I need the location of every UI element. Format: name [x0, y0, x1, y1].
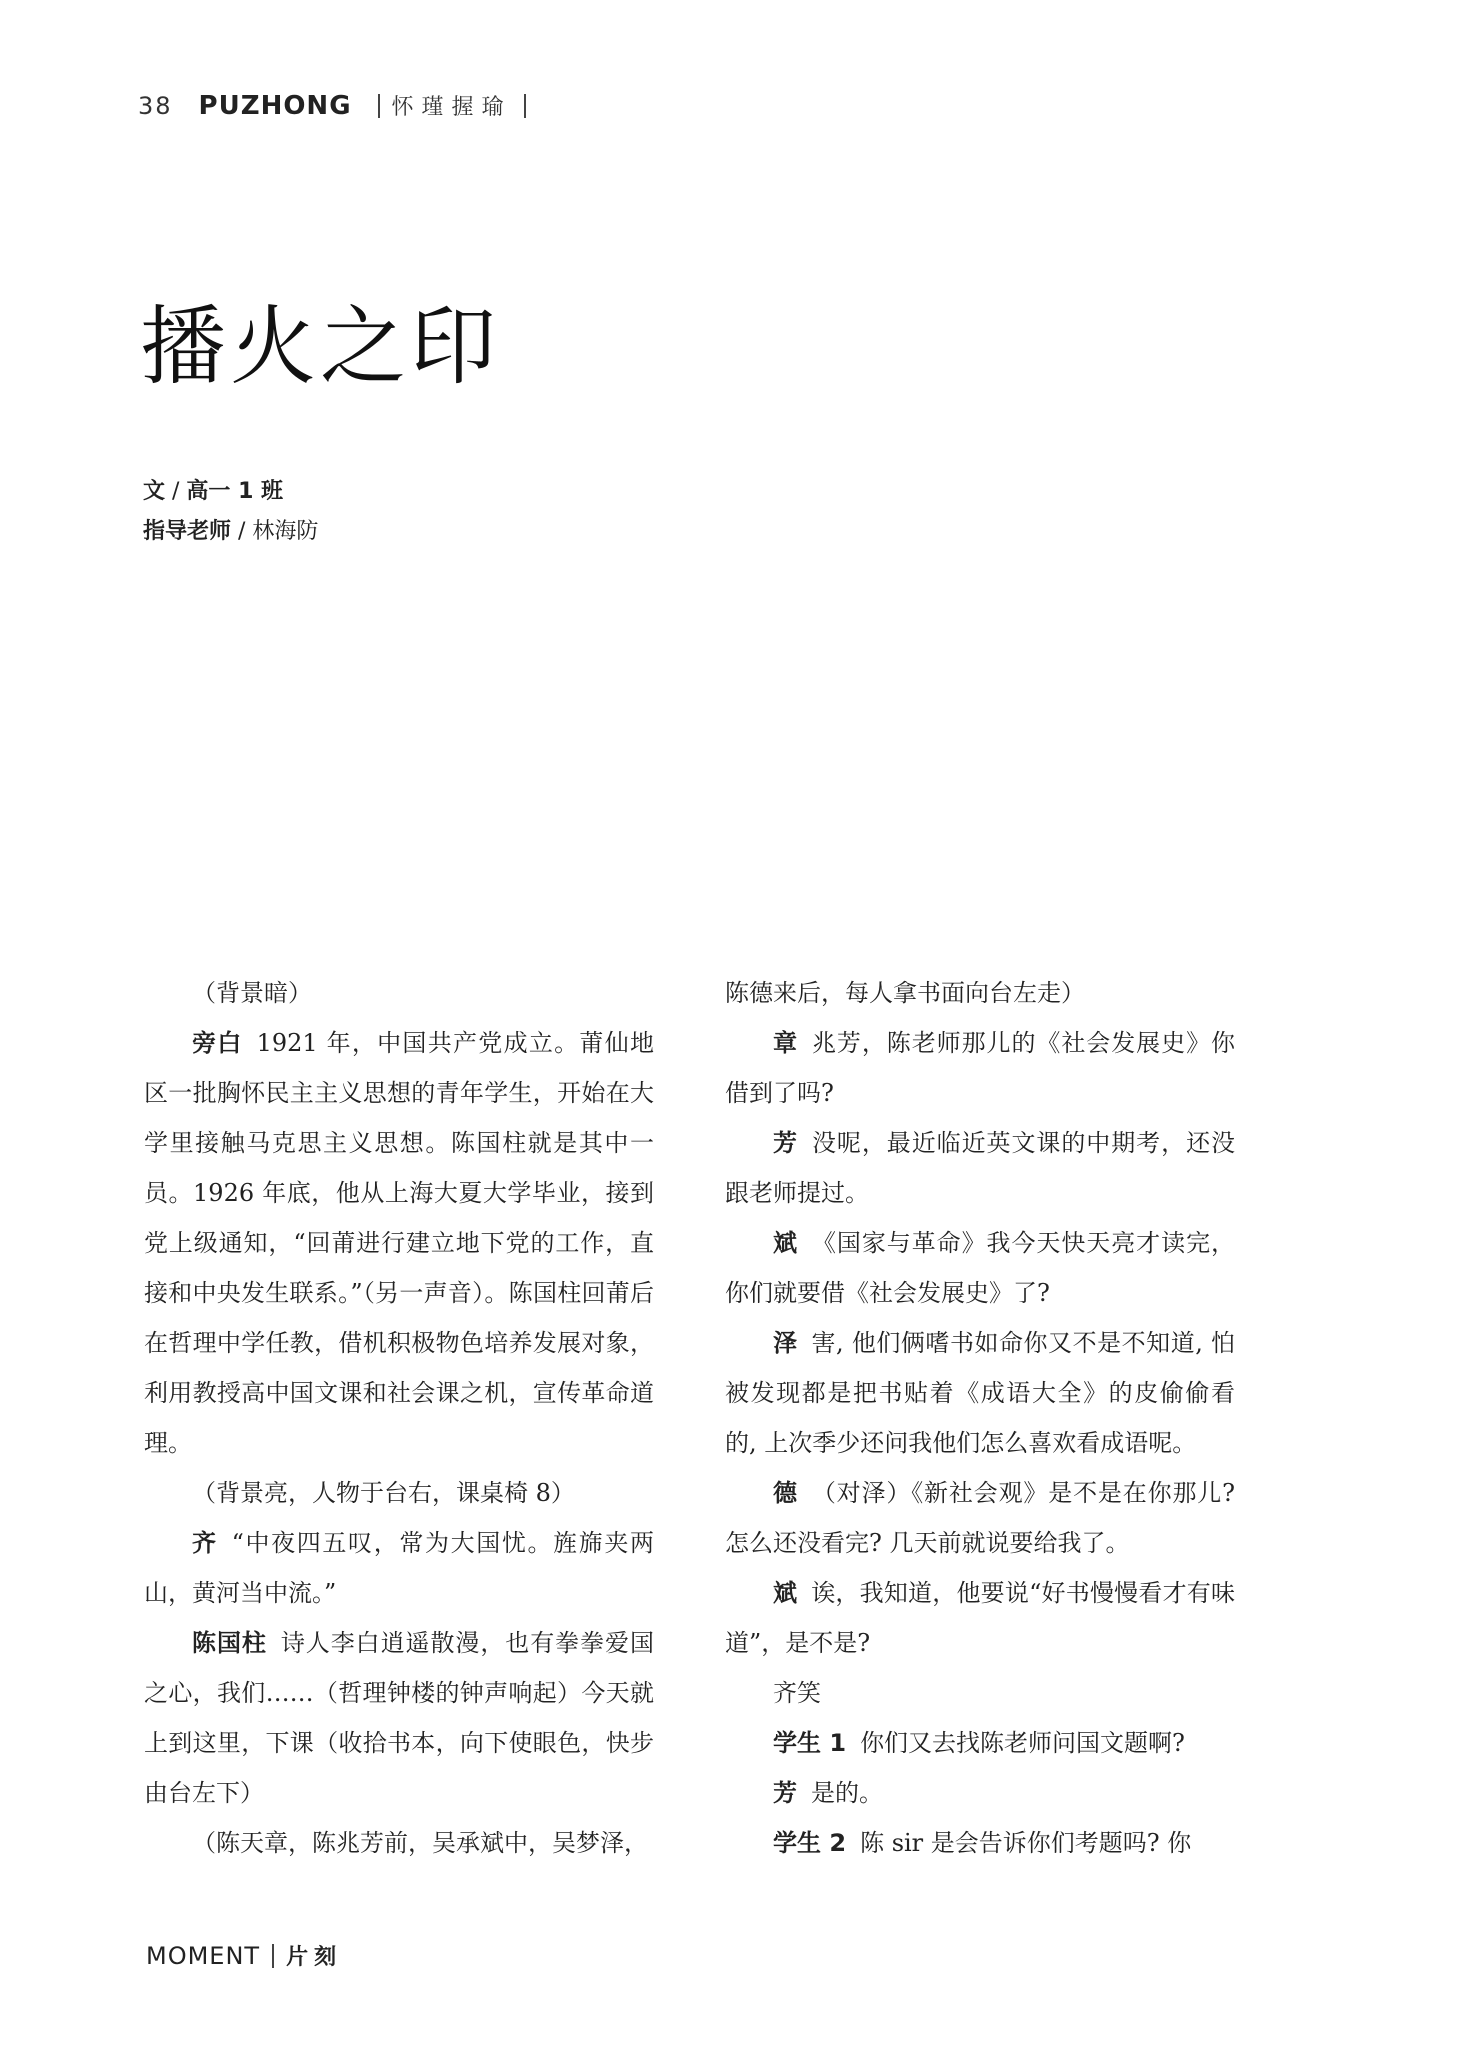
speaker-name: 芳	[773, 1779, 797, 1807]
article-title: 播火之印	[140, 297, 500, 397]
speaker-name: 芳	[773, 1129, 798, 1157]
script-paragraph	[725, 1468, 1235, 1568]
script-paragraph	[725, 1318, 1235, 1468]
left-column	[144, 968, 654, 1868]
speaker-name: 齐	[192, 1529, 218, 1557]
dialogue-text: 诶，我知道，他要说“好书慢慢看才有味道”，是不是?	[725, 1579, 1235, 1657]
divider	[272, 1944, 274, 1968]
advisor-label: 指导老师	[143, 519, 232, 544]
speaker-name: 泽	[773, 1329, 798, 1357]
page-number: 38	[138, 91, 173, 120]
dialogue-text: 1921 年，中国共产党成立。莆仙地区一批胸怀民主主义思想的青年学生，开始在大学里接触马克思主义思想。陈国柱就是其中一员。1926 年底，他从上海大夏大学毕业，接到党上级通知，“回莆进行建立地下党的工作，直接和中央发生联系。”（另一声音）。陈国柱回莆后在哲理中学任教，借机积极物色培养发展对象，利用教授高中国文课和社会课之机，宣传革命道理。	[144, 1029, 654, 1457]
speaker-name: 陈国柱	[192, 1629, 267, 1657]
script-paragraph	[725, 1218, 1235, 1318]
dialogue-text: 齐笑	[773, 1679, 821, 1707]
dialogue-text: 《国家与革命》我今天快天亮才读完，你们就要借《社会发展史》了?	[725, 1229, 1236, 1307]
script-paragraph	[144, 1018, 654, 1468]
advisor-line: 指导老师 / 林海防	[143, 519, 319, 544]
dialogue-text: 诗人李白逍遥散漫，也有拳拳爱国之心，我们……（哲理钟楼的钟声响起）今天就上到这里，下课（收拾书本，向下使眼色，快步由台左下）	[144, 1629, 655, 1807]
part-name: 片刻	[286, 1945, 343, 1970]
divider	[378, 94, 380, 118]
speaker-name: 学生 1	[773, 1729, 847, 1757]
script-paragraph	[144, 1468, 654, 1518]
speaker-name: 德	[773, 1479, 798, 1507]
script-paragraph	[725, 1018, 1235, 1118]
script-paragraph	[725, 968, 1235, 1018]
divider	[524, 94, 526, 118]
author-label: 文	[143, 479, 166, 504]
dialogue-text: 是的。	[811, 1779, 883, 1807]
author-line: 文 / 高一 1 班	[143, 479, 284, 504]
dialogue-text: （对泽）《新社会观》是不是在你那儿? 怎么还没看完? 几天前就说要给我了。	[725, 1479, 1235, 1557]
dialogue-text: （背景亮，人物于台右，课桌椅 8）	[192, 1479, 575, 1507]
speaker-name: 旁白	[192, 1029, 243, 1057]
speaker-name: 学生 2	[773, 1829, 847, 1857]
script-paragraph	[725, 1718, 1235, 1768]
brand-name: PUZHONG	[198, 90, 352, 121]
script-paragraph	[144, 1818, 654, 1868]
author-name: 高一 1 班	[186, 479, 284, 504]
speaker-name: 斌	[773, 1579, 798, 1607]
script-paragraph	[725, 1668, 1235, 1718]
script-paragraph	[144, 968, 654, 1018]
script-paragraph	[725, 1118, 1235, 1218]
dialogue-text: 陈德来后，每人拿书面向台左走）	[725, 979, 1085, 1007]
dialogue-text: 害, 他们俩嗜书如命你又不是不知道, 怕被发现都是把书贴着《成语大全》的皮偷偷看的, 上次季少还问我他们怎么喜欢看成语呢。	[725, 1329, 1236, 1457]
script-paragraph	[144, 1618, 654, 1818]
script-paragraph	[725, 1568, 1235, 1668]
speaker-name: 斌	[773, 1229, 798, 1257]
script-paragraph	[725, 1768, 1235, 1818]
dialogue-text: 兆芳，陈老师那儿的《社会发展史》你借到了吗?	[725, 1029, 1236, 1107]
byline	[143, 472, 318, 552]
right-column	[725, 968, 1235, 1868]
dialogue-text: （陈天章，陈兆芳前，吴承斌中，吴梦泽，	[192, 1829, 648, 1857]
section-name: 怀瑾握瑜	[391, 95, 512, 120]
speaker-name: 章	[773, 1029, 798, 1057]
script-paragraph	[144, 1518, 654, 1618]
dialogue-text: 没呢，最近临近英文课的中期考，还没跟老师提过。	[725, 1129, 1236, 1207]
magazine-name: MOMENT	[146, 1941, 261, 1970]
page-header	[138, 90, 538, 121]
page-footer	[146, 1940, 342, 1971]
dialogue-text: “中夜四五叹，常为大国忧。旌旆夹两山，黄河当中流。”	[144, 1529, 654, 1607]
dialogue-text: 陈 sir 是会告诉你们考题吗? 你	[860, 1829, 1192, 1857]
advisor-name: 林海防	[252, 519, 319, 544]
script-paragraph	[725, 1818, 1235, 1868]
dialogue-text: 你们又去找陈老师问国文题啊?	[860, 1729, 1185, 1757]
dialogue-text: （背景暗）	[192, 979, 312, 1007]
